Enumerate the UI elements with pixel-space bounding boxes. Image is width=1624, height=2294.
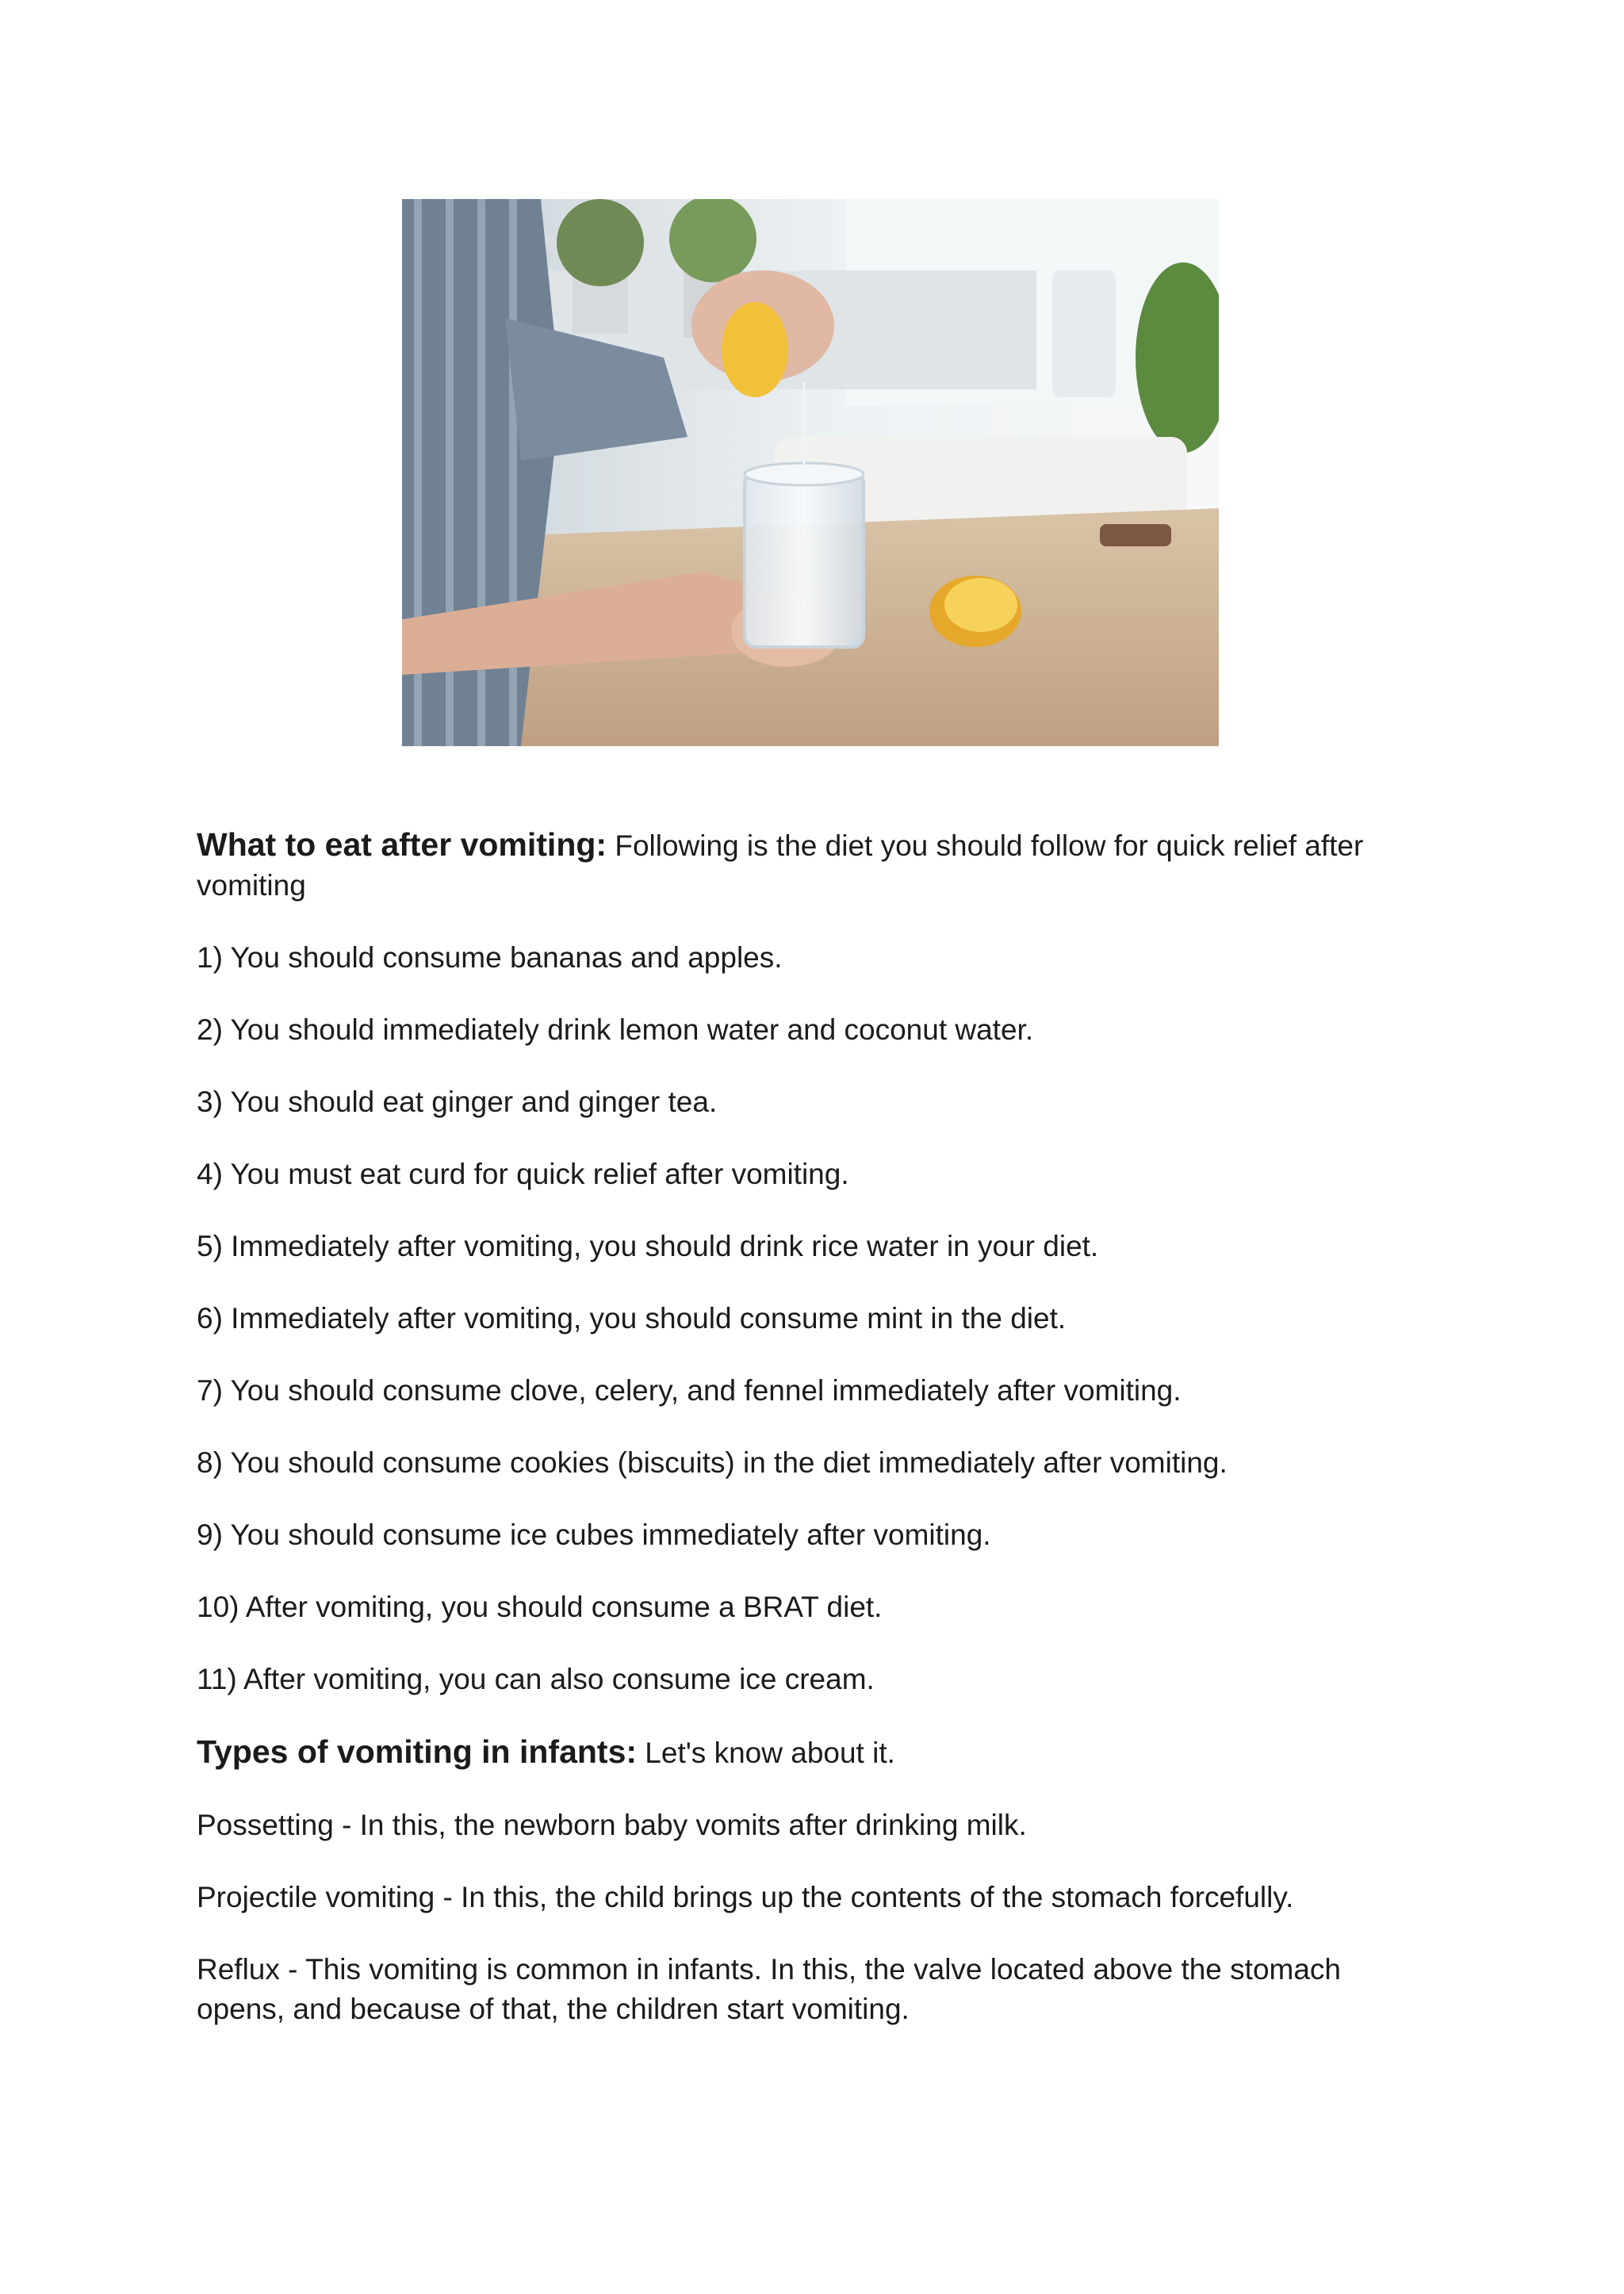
vomiting-type-item: Projectile vomiting - In this, the child brings up the contents of the stomach forcefully. xyxy=(197,1881,1294,1913)
infant-types-intro: Let's know about it. xyxy=(637,1737,895,1769)
list-item: 4) You must eat curd for quick relief after vomiting. xyxy=(197,1158,849,1190)
lemon-water-illustration xyxy=(402,199,1219,746)
diet-intro-paragraph xyxy=(197,825,1434,906)
list-item: 11) After vomiting, you can also consume ice cream. xyxy=(197,1663,875,1695)
vomiting-type-item: Reflux - This vomiting is common in infants. In this, the valve located above the stomach opens, and because of that, the children start vomiting. xyxy=(197,1953,1341,2025)
list-item: 9) You should consume ice cubes immediately after vomiting. xyxy=(197,1518,991,1551)
vomiting-type-item: Possetting - In this, the newborn baby vomits after drinking milk. xyxy=(197,1809,1027,1841)
infant-types-heading: Types of vomiting in infants: xyxy=(197,1733,638,1770)
diet-intro-text: Following is the diet you should follow for quick relief after vomiting xyxy=(197,829,1364,902)
list-item: 1) You should consume bananas and apples. xyxy=(197,941,783,974)
article-content xyxy=(197,825,1434,2062)
list-item: 2) You should immediately drink lemon water and coconut water. xyxy=(197,1013,1034,1046)
list-item: 5) Immediately after vomiting, you should drink rice water in your diet. xyxy=(197,1230,1099,1262)
lemon-water-photo xyxy=(402,199,1219,746)
diet-heading: What to eat after vomiting: xyxy=(197,826,607,863)
list-item: 10) After vomiting, you should consume a BRAT diet. xyxy=(197,1591,883,1623)
list-item: 6) Immediately after vomiting, you should consume mint in the diet. xyxy=(197,1302,1067,1335)
list-item: 7) You should consume clove, celery, and fennel immediately after vomiting. xyxy=(197,1374,1182,1407)
list-item: 8) You should consume cookies (biscuits) in the diet immediately after vomiting. xyxy=(197,1446,1228,1479)
list-item: 3) You should eat ginger and ginger tea. xyxy=(197,1086,718,1118)
infant-types-paragraph xyxy=(197,1732,1434,1773)
